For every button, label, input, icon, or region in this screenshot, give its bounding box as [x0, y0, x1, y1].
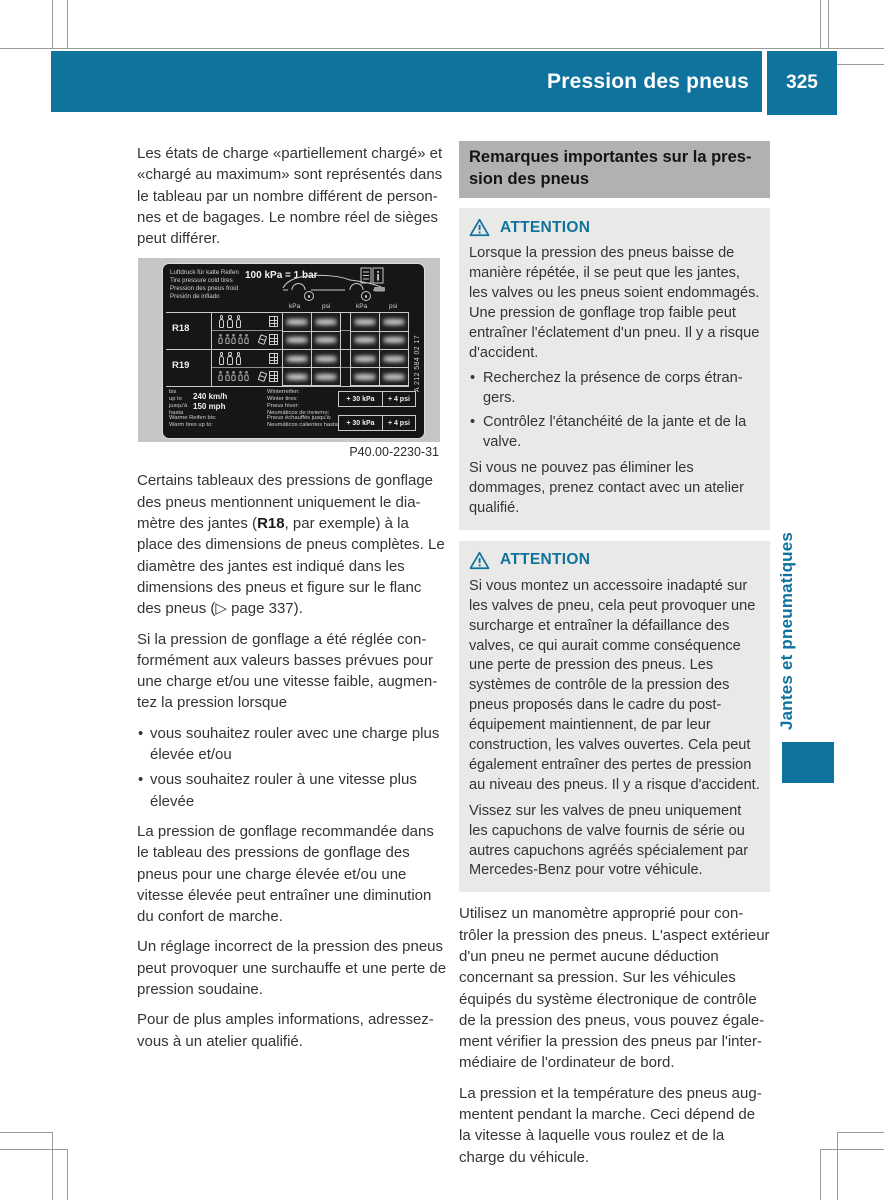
page-frame-line	[0, 1149, 67, 1150]
person-icon	[244, 335, 250, 346]
warm-tires-labels-right: Pneus échauffés jusqu'à: Neumáticos calientes hasta:	[267, 415, 340, 429]
person-icon	[237, 372, 243, 383]
pressure-value-cell	[283, 313, 311, 330]
seat-grid-icon	[269, 334, 278, 345]
person-icon	[224, 372, 230, 383]
warning-header	[469, 218, 760, 237]
valve-icon	[304, 291, 314, 301]
pressure-value-cell	[380, 350, 408, 367]
person-icon	[244, 372, 250, 383]
pressure-value-cell	[380, 313, 408, 330]
warning-box-2	[459, 541, 770, 893]
pressure-value-cell	[283, 350, 311, 367]
paragraph: Si vous ne pouvez pas éliminer les dommages, prenez contact avec un atelier qualifié.	[469, 460, 745, 516]
seat-grid-icon	[269, 316, 278, 327]
page-frame-line	[67, 0, 68, 48]
grid-line	[166, 386, 409, 387]
person-icon	[218, 372, 224, 383]
page-title: Pression des pneus	[546, 69, 749, 93]
column-header: kPa	[356, 303, 368, 311]
page-frame-line	[832, 64, 884, 65]
paragraph: La pression et la température des pneus augmentent pendant la marche. Ceci dépend de la vitesse à laquelle vous roulez et de la charge du véhicule.	[459, 1084, 762, 1166]
column-header: psi	[389, 303, 398, 311]
paragraph: La pression de gonflage recommandée dans le tableau des pressions de gonflage des pneus pour une charge élevée et/ou une vitesse élevée peut entraîner une diminution du confort de marche.	[137, 822, 434, 926]
paragraph: Si la pression de gonflage a été réglée conformément aux valeurs basses prévues pour une charge et/ou une vitesse faible, augmentez la pression lorsque	[137, 630, 438, 712]
cold-tire-text-block	[170, 269, 239, 300]
page-frame-line	[820, 1149, 821, 1200]
pressure-value-cell	[351, 368, 379, 385]
pressure-value-cell	[351, 332, 379, 349]
person-icon	[231, 335, 237, 346]
warning-label: ATTENTION	[500, 551, 591, 569]
person-icon	[227, 352, 234, 365]
luggage-icon	[258, 335, 267, 346]
page-number-box	[767, 51, 837, 115]
pressure-value-cell	[380, 332, 408, 349]
pressure-value-cell	[312, 368, 340, 385]
page-number: 325	[786, 72, 818, 93]
paragraph: Les états de charge «partiellement chargé» et «chargé au maximum» sont représentés dans le tableau par un nombre différent de personnes et de bagages. Le nombre réel de sièges peut différer.	[137, 145, 443, 248]
paragraph: Pour de plus amples informations, adressez-vous à un atelier qualifié.	[137, 1011, 434, 1050]
rim-size-r19: R19	[172, 360, 190, 372]
label-photo-background	[138, 258, 440, 442]
page-frame-line	[820, 0, 821, 48]
figure-caption: P40.00-2230-31	[349, 445, 439, 460]
warm-tires-labels-left: Warme Reifen bis: Warm tires up to:	[169, 415, 217, 429]
paragraph: Lorsque la pression des pneus baisse de manière répétée, il se peut que les jantes, les valves ou les pneus soient endommagés. Une pression de gonflage trop faible peut entraîner l'éclatement d'un pneu. Il y a risque d'accident.	[469, 245, 760, 361]
front-pressure-values	[282, 312, 341, 386]
label-line: Tire pressure cold tires	[170, 277, 233, 285]
text: , par exemple) à la place des dimensions de pneus complètes. Le diamètre des jantes est indiqué dans les dimensions des pneus et figure sur le flanc des pneus (▷ page 337).	[137, 515, 445, 618]
rim-size-bold: R18	[257, 515, 285, 533]
left-column	[137, 143, 448, 1061]
pressure-value-cell	[312, 350, 340, 367]
rim-size-r18: R18	[172, 323, 190, 335]
paragraph: Un réglage incorrect de la pression des pneus peut provoquer une surchauffe et une perte de pression soudaine.	[137, 938, 447, 999]
label-line: Presión de inflado	[170, 292, 220, 300]
warm-pressure-addition: + 30 kPa + 4 psi	[338, 415, 416, 431]
pressure-value-cell	[312, 313, 340, 330]
bullet-list	[137, 723, 448, 812]
person-icon	[218, 352, 225, 365]
grid-line	[211, 312, 212, 386]
pressure-value-cell	[351, 313, 379, 330]
list-item: • Contrôlez l'étanchéité de la jante et de la valve.	[469, 413, 760, 453]
section-title: Remarques importantes sur la pression des pneus	[459, 141, 770, 198]
list-item: • Recherchez la présence de corps étrangers.	[469, 369, 760, 409]
paragraph: Utilisez un manomètre approprié pour contrôler la pression des pneus. L'aspect extérieur d'un pneu ne permet aucune déduction concernant sa pression. Sur les véhicules équipés du système électronique de contrôle de la pression des pneus, vous pouvez également vérifier la pression des pneus par l'intermédiaire de l'ordinateur de bord.	[459, 905, 770, 1072]
warning-header	[469, 551, 760, 570]
winter-pressure-addition: + 30 kPa + 4 psi	[338, 391, 416, 407]
page-frame-line	[52, 0, 53, 48]
warning-label: ATTENTION	[500, 218, 591, 236]
text: Certains tableaux des pressions de gonflage des pneus mentionnent uniquement le diamètre des jantes (	[137, 472, 434, 533]
tire-pressure-label	[162, 263, 425, 439]
page-frame-line	[828, 0, 829, 48]
page-frame-line	[837, 1132, 884, 1133]
pressure-value-cell	[283, 332, 311, 349]
occupants-partial-load-row	[213, 350, 280, 367]
tire-pressure-label-figure	[138, 258, 440, 459]
paragraph: Vissez sur les valves de pneu uniquement les capuchons de valve fournis de série ou autres capuchons agréés spécialement par Mercedes-Benz pour votre véhicule.	[469, 802, 749, 879]
person-icon	[227, 315, 234, 328]
page-frame-line	[0, 48, 884, 49]
label-line: Pression des pneus froid	[170, 285, 239, 293]
person-icon	[218, 315, 225, 328]
page-frame-line	[837, 1132, 838, 1200]
paragraph	[137, 470, 448, 619]
valve-icon	[361, 291, 371, 301]
page-frame-line	[52, 1132, 53, 1200]
column-header: kPa	[289, 303, 301, 311]
person-icon	[237, 335, 243, 346]
winter-tires-labels: Winterreifen: Winter tires: Pneus hiver: Neumáticos de invierno:	[267, 389, 330, 416]
occupants-partial-load-row	[213, 313, 280, 330]
seat-grid-icon	[269, 371, 278, 382]
pressure-value-cell	[351, 350, 379, 367]
label-part-number: A 212 584 02 17	[414, 335, 421, 393]
speed-values: 240 km/h 150 mph	[193, 392, 228, 412]
seat-grid-icon	[269, 353, 278, 364]
kpa-bar-conversion: 100 kPa = 1 bar	[245, 270, 318, 282]
rear-pressure-values	[350, 312, 409, 386]
pressure-value-cell	[380, 368, 408, 385]
person-icon	[218, 335, 224, 346]
person-icon	[235, 315, 242, 328]
person-icon	[231, 372, 237, 383]
person-icon	[235, 352, 242, 365]
chapter-tab-marker	[782, 742, 834, 783]
luggage-icon	[258, 372, 267, 383]
warning-triangle-icon	[469, 218, 490, 237]
page-header-bar	[51, 51, 762, 112]
person-icon	[224, 335, 230, 346]
occupants-max-load-row	[213, 331, 280, 348]
list-item: • vous souhaitez rouler à une vitesse plus élevée	[137, 769, 448, 812]
page-frame-line	[0, 1132, 52, 1133]
occupants-max-load-row	[213, 368, 280, 385]
speed-limit-labels: bis up to jusqu'à hasta	[169, 389, 188, 416]
bullet-list	[469, 369, 760, 453]
right-column	[459, 141, 770, 1177]
paragraph: Si vous montez un accessoire inadapté sur les valves de pneu, cela peut provoquer une surcharge et entraîner la défaillance des valves, ce qui aurait comme conséquence une perte de pression des pneus. Les systèmes de contrôle de la pression des pneus proposés dans le cadre du post-équipement maintiennent, de par leur construction, les valves ouvertes. Cela peut également entraîner des pertes de pression au niveau des pneus. Il y a risque d'accident.	[469, 577, 760, 793]
label-line: Luftdruck für kalte Reifen	[170, 269, 239, 277]
warning-box-1	[459, 208, 770, 530]
chapter-title-vertical: Jantes et pneumatiques	[777, 531, 796, 730]
warning-triangle-icon	[469, 551, 490, 570]
page-frame-line	[67, 1149, 68, 1200]
column-header: psi	[322, 303, 331, 311]
page-frame-line	[820, 1149, 884, 1150]
pressure-value-cell	[283, 368, 311, 385]
pressure-value-cell	[312, 332, 340, 349]
list-item: • vous souhaitez rouler avec une charge plus élevée et/ou	[137, 723, 448, 766]
